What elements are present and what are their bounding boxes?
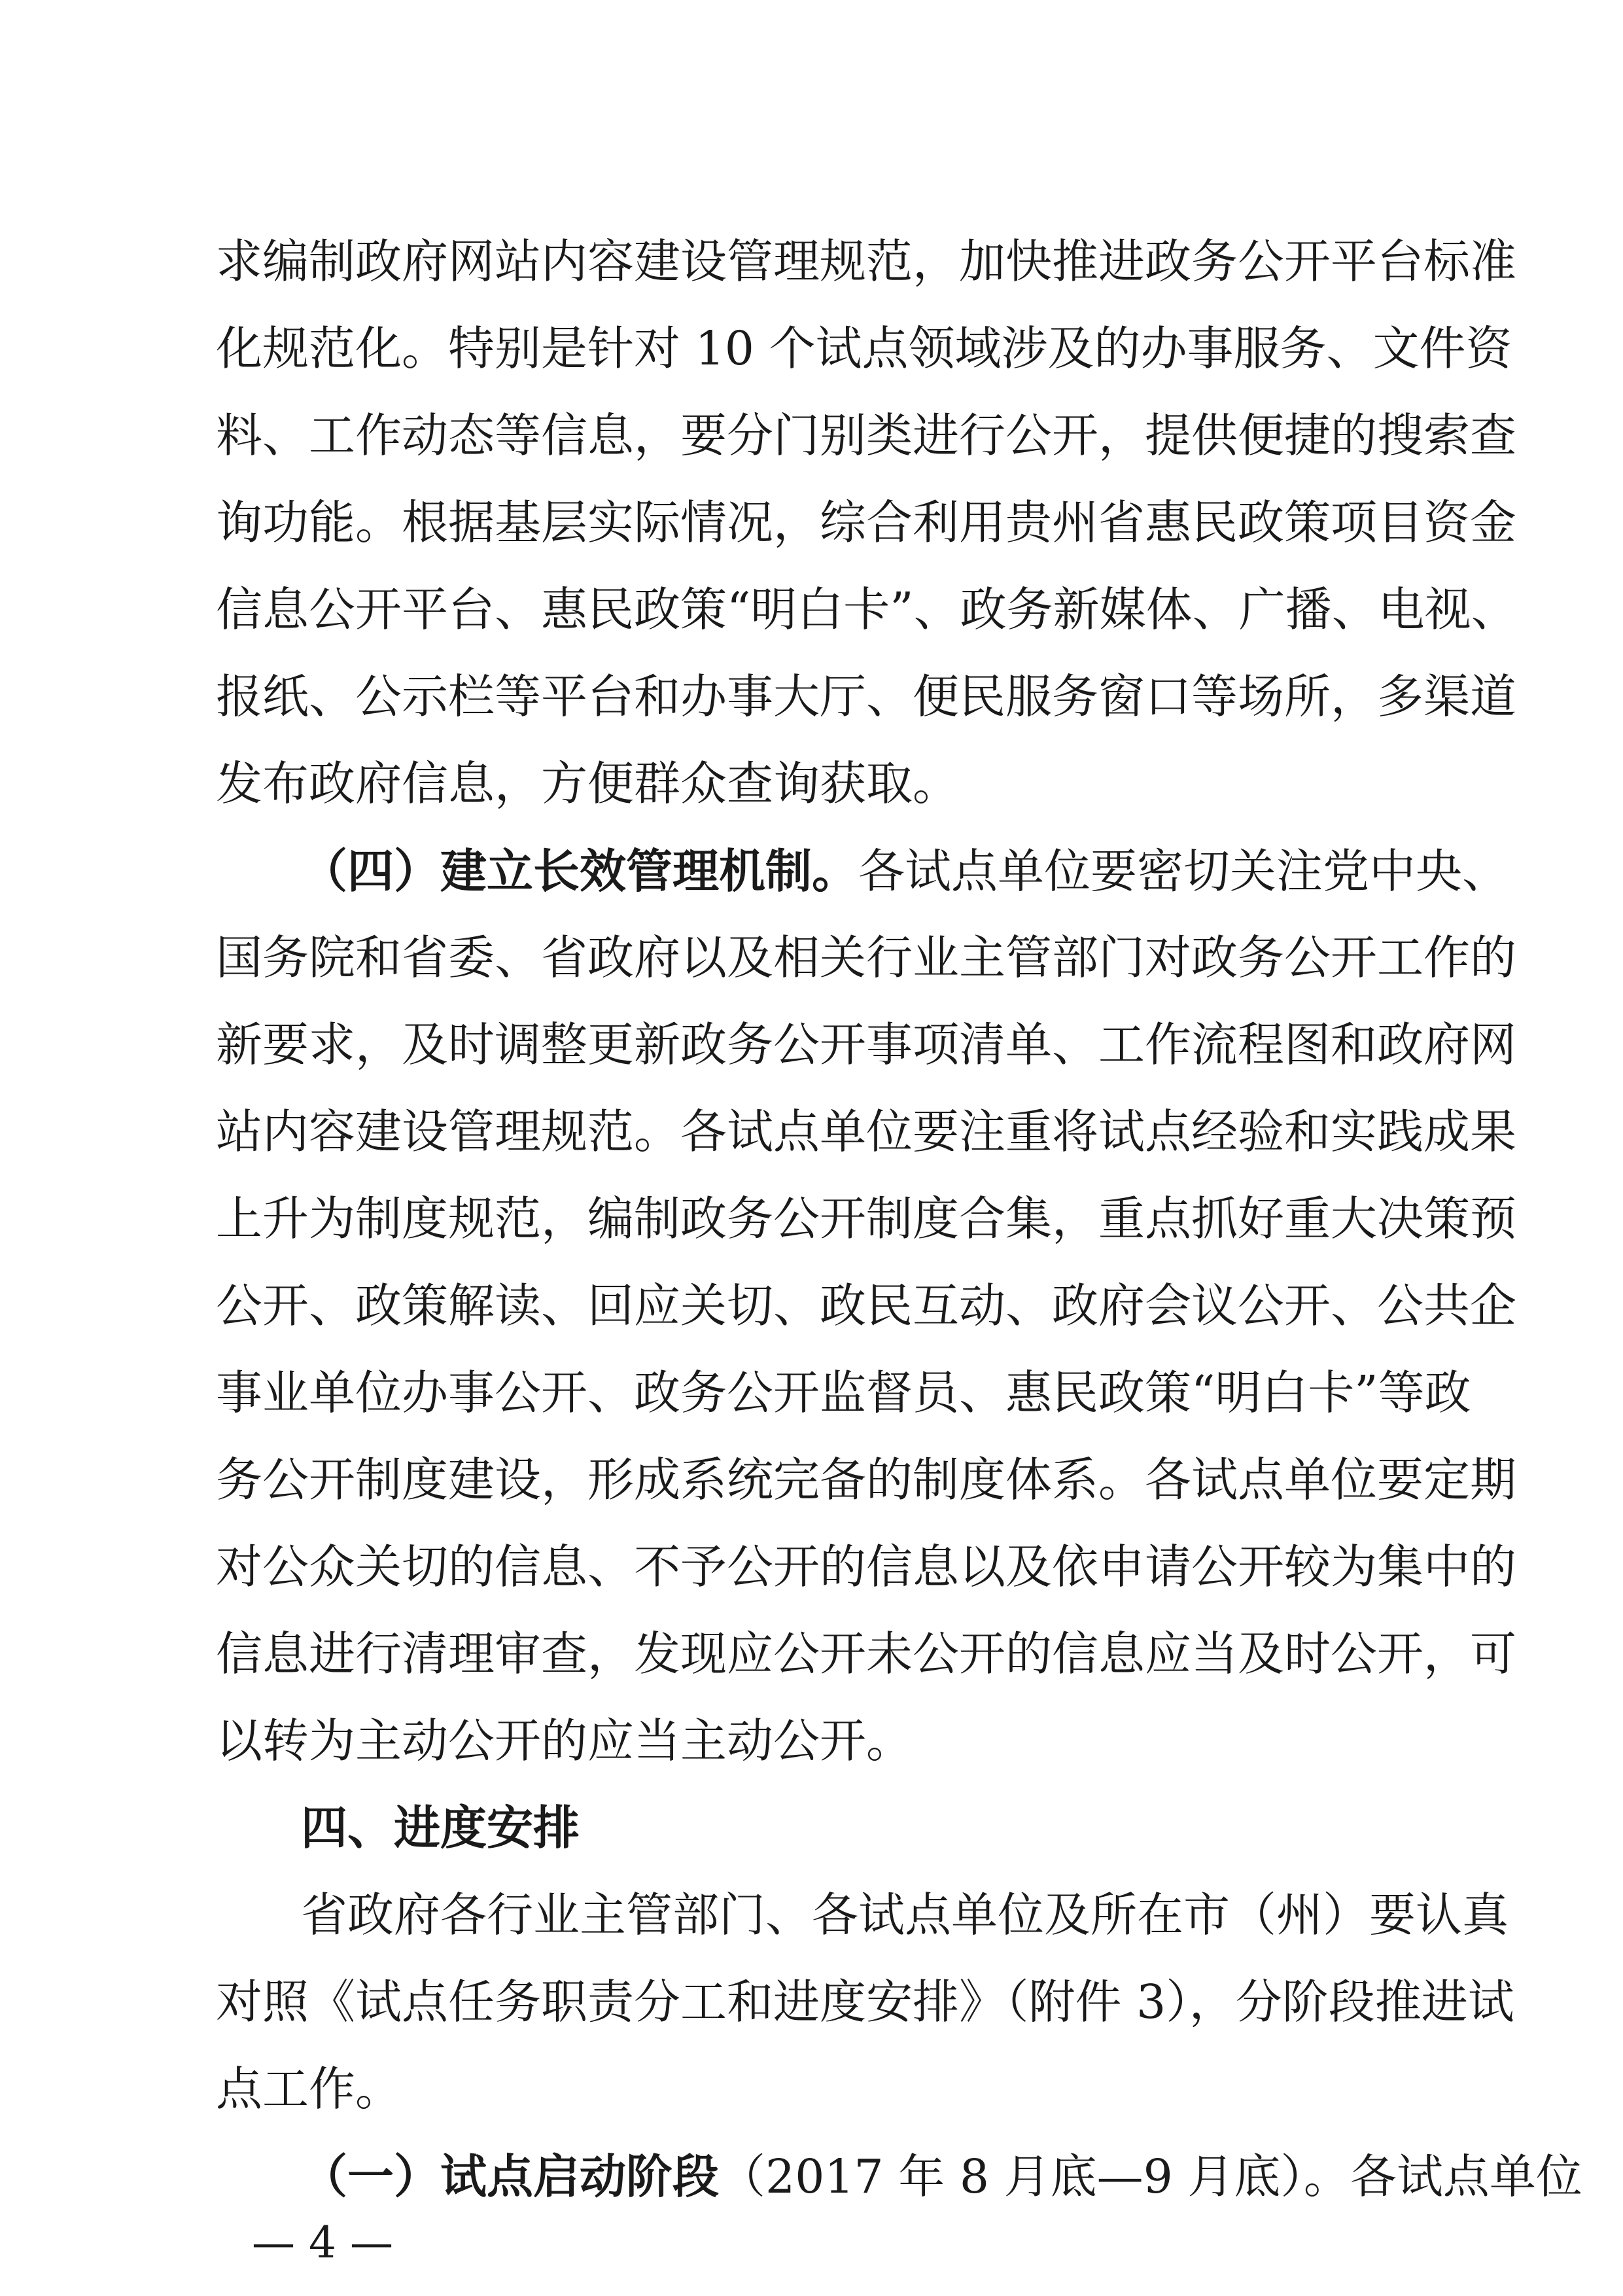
body-line: 公开、政策解读、回应关切、政民互动、政府会议公开、公共企 xyxy=(216,1279,1517,1333)
body-text: 各试点单位要密切关注党中央、 xyxy=(858,844,1509,898)
body-line: 发布政府信息，方便群众查询获取。 xyxy=(216,756,960,811)
body-line: 务公开制度建设，形成系统完备的制度体系。各试点单位要定期 xyxy=(216,1453,1517,1507)
body-line: 询功能。根据基层实际情况，综合利用贵州省惠民政策项目资金 xyxy=(216,495,1517,550)
paragraph-first-line xyxy=(301,839,1509,902)
body-text: （2017 年 8 月底—9 月底）。各试点单位 xyxy=(719,2149,1582,2204)
page-number: — 4 — xyxy=(252,2217,393,2268)
body-line: 料、工作动态等信息，要分门别类进行公开，提供便捷的搜索查 xyxy=(216,408,1517,463)
body-line: 站内容建设管理规范。各试点单位要注重将试点经验和实践成果 xyxy=(216,1104,1517,1159)
paragraph-first-line xyxy=(301,2145,1582,2208)
body-line: 对照《试点任务职责分工和进度安排》（附件 3），分阶段推进试 xyxy=(216,1975,1514,2029)
body-line: 对公众关切的信息、不予公开的信息以及依申请公开较为集中的 xyxy=(216,1540,1517,1594)
paragraph-first-line: 省政府各行业主管部门、各试点单位及所在市（州）要认真 xyxy=(301,1888,1509,1942)
body-line: 上升为制度规范，编制政务公开制度合集，重点抓好重大决策预 xyxy=(216,1192,1517,1246)
body-line: 国务院和省委、省政府以及相关行业主管部门对政务公开工作的 xyxy=(216,930,1517,985)
body-line: 求编制政府网站内容建设管理规范，加快推进政务公开平台标准 xyxy=(216,234,1517,289)
subsection-heading: （四）建立长效管理机制。 xyxy=(301,843,859,898)
body-line: 事业单位办事公开、政务公开监督员、惠民政策“明白卡”等政 xyxy=(216,1366,1471,1420)
subsection-heading: （一）试点启动阶段 xyxy=(301,2149,720,2204)
body-line: 化规范化。特别是针对 10 个试点领域涉及的办事服务、文件资 xyxy=(216,321,1512,376)
body-line: 信息公开平台、惠民政策“明白卡”、政务新媒体、广播、电视、 xyxy=(216,582,1518,637)
section-heading: 四、进度安排 xyxy=(301,1801,580,1855)
body-line: 新要求，及时调整更新政务公开事项清单、工作流程图和政府网 xyxy=(216,1017,1517,1072)
body-line: 信息进行清理审查，发现应公开未公开的信息应当及时公开，可 xyxy=(216,1627,1517,1681)
body-line: 点工作。 xyxy=(216,2062,402,2116)
body-line: 报纸、公示栏等平台和办事大厅、便民服务窗口等场所，多渠道 xyxy=(216,669,1517,724)
body-line: 以转为主动公开的应当主动公开。 xyxy=(216,1714,913,1768)
